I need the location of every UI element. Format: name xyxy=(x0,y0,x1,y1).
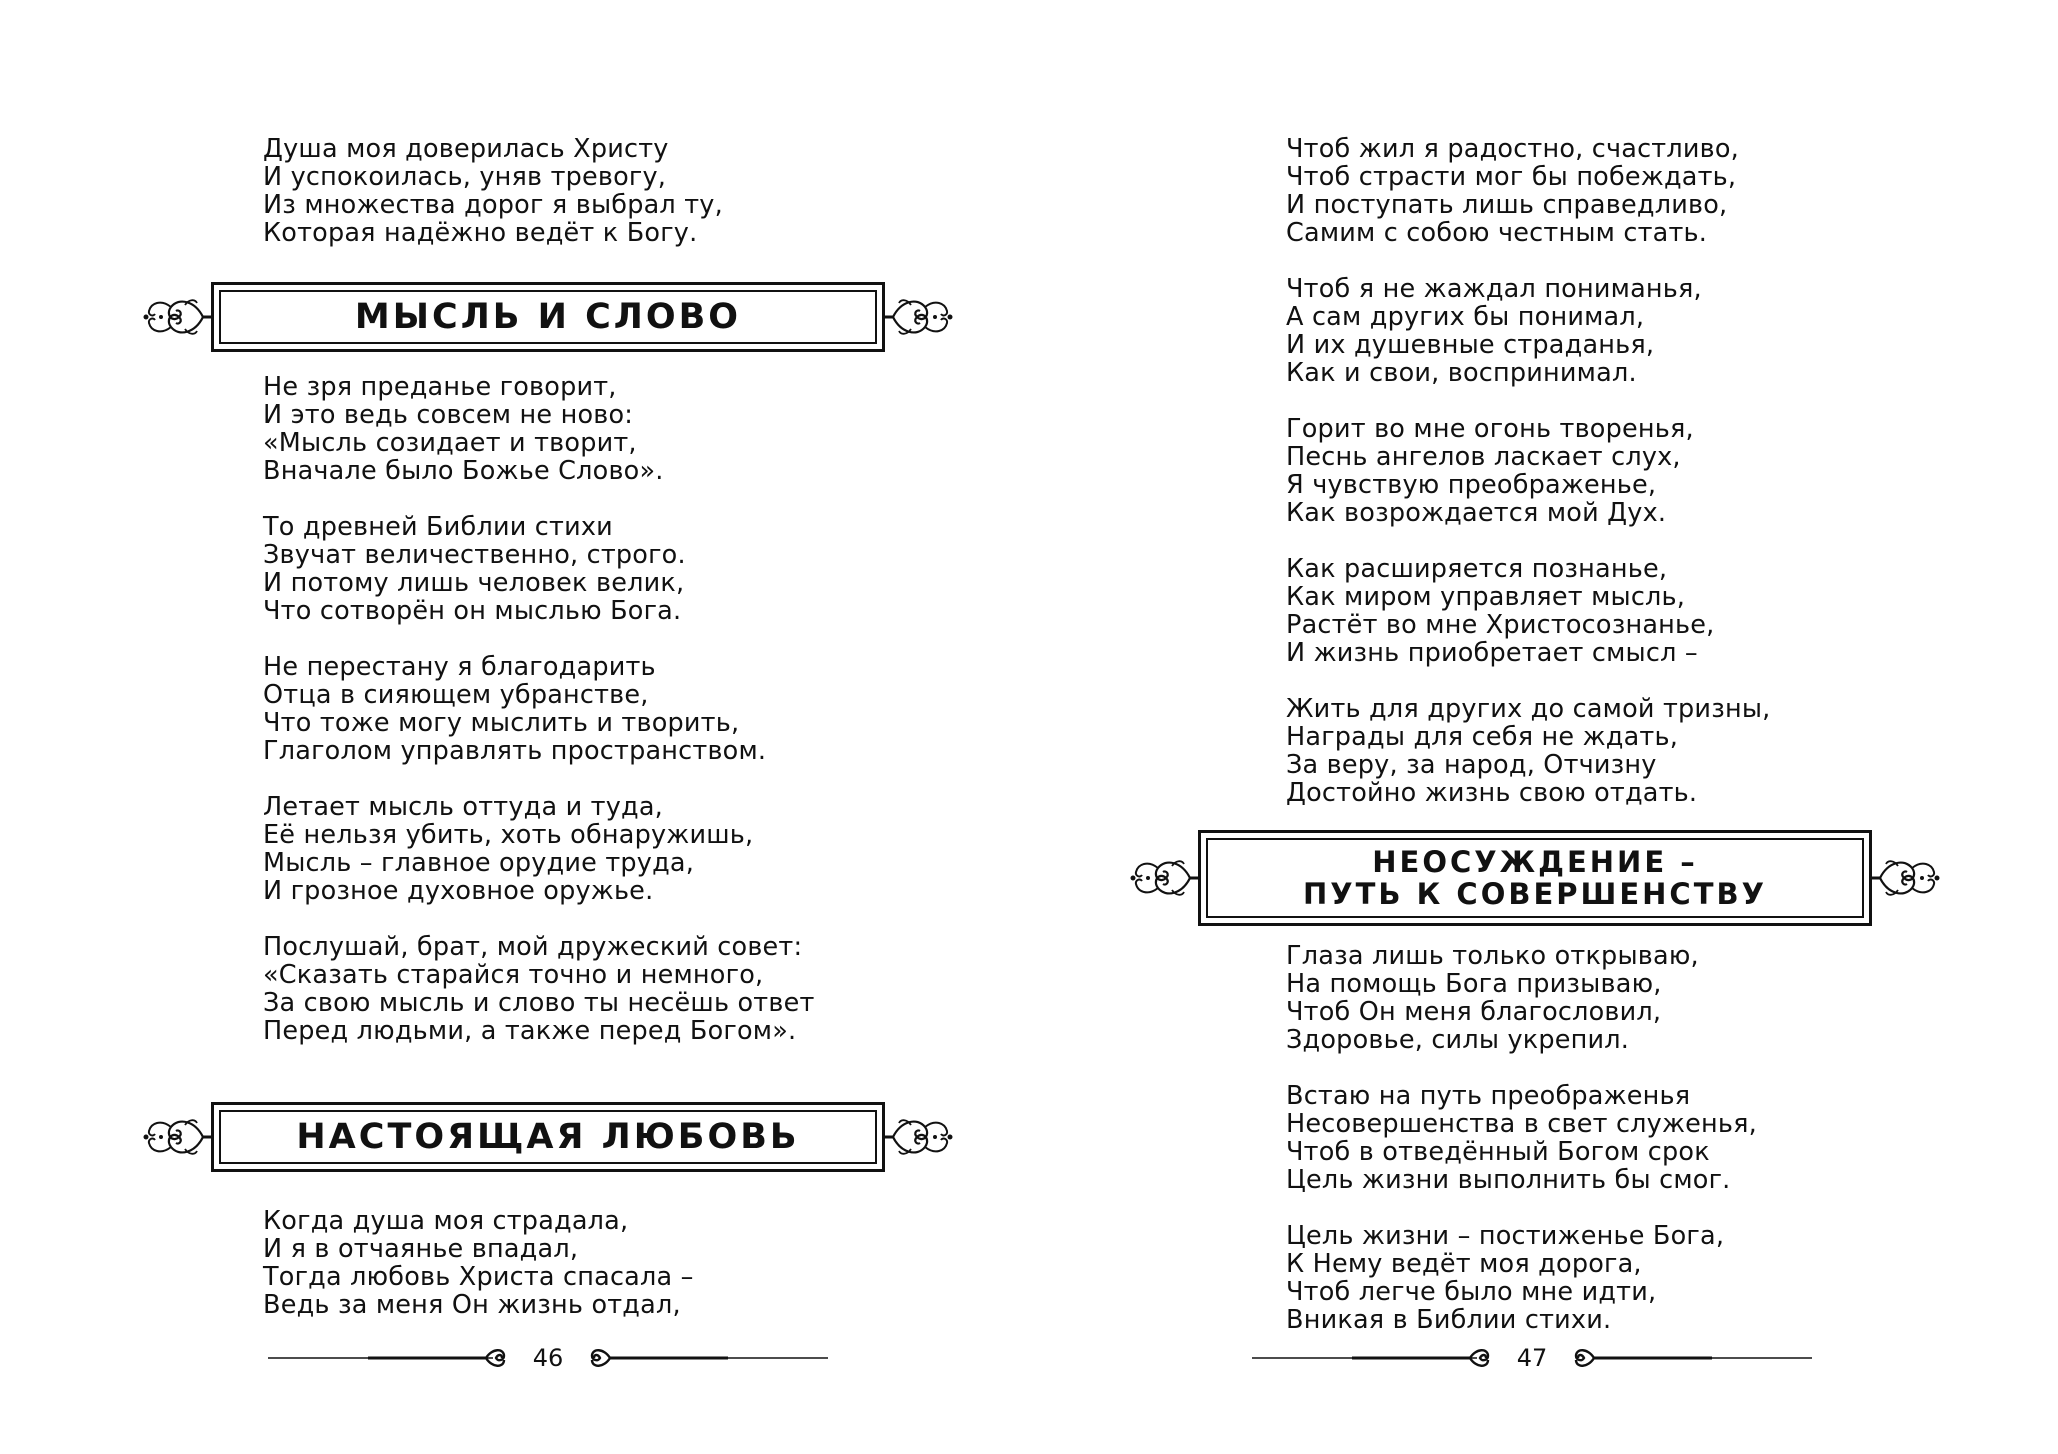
stanza-gap xyxy=(263,905,815,933)
title-line-1: НЕОСУЖДЕНИЕ – xyxy=(1372,845,1698,879)
verse-line: Не зря преданье говорит, xyxy=(263,372,617,402)
heading-banner-3 xyxy=(1130,830,1940,926)
verse-line: Ведь за меня Он жизнь отдал, xyxy=(263,1290,681,1320)
verse-line: За свою мысль и слово ты несёшь ответ xyxy=(263,988,815,1018)
verse-line: Мысль – главное орудие труда, xyxy=(263,848,695,878)
poem-nastoyashchaya-lyubov xyxy=(263,1207,694,1319)
verse-line: Чтоб легче было мне идти, xyxy=(1286,1277,1657,1307)
verse-line: Несовершенства в свет служенья, xyxy=(1286,1109,1757,1139)
verse-line: И я в отчаянье впадал, xyxy=(263,1234,579,1264)
verse-line: Летает мысль оттуда и туда, xyxy=(263,792,663,822)
stanza-gap xyxy=(1286,667,1770,695)
stanza-gap xyxy=(263,485,815,513)
verse-line: А сам других бы понимал, xyxy=(1286,302,1645,332)
verse-line: Как расширяется познанье, xyxy=(1286,554,1668,584)
verse-line: Песнь ангелов ласкает слух, xyxy=(1286,442,1681,472)
verse-line: Что сотворён он мыслью Бога. xyxy=(263,596,682,626)
poem-mysl-i-slovo xyxy=(263,373,815,1045)
verse-line: Горит во мне огонь творенья, xyxy=(1286,414,1694,444)
verse-line: К Нему ведёт моя дорога, xyxy=(1286,1249,1642,1279)
verse-line: И успокоилась, уняв тревогу, xyxy=(263,162,667,192)
verse-line: Самим с собою честным стать. xyxy=(1286,218,1708,248)
verse-line: Как и свои, воспринимал. xyxy=(1286,358,1637,388)
verse-line: Вникая в Библии стихи. xyxy=(1286,1305,1612,1335)
right-page xyxy=(1029,0,2058,1454)
verse-line: «Мысль созидает и творит, xyxy=(263,428,637,458)
verse-line: Жить для других до самой тризны, xyxy=(1286,694,1771,724)
verse-line: И жизнь приобретает смысл – xyxy=(1286,638,1698,668)
verse-line: Что тоже могу мыслить и творить, xyxy=(263,708,740,738)
verse-line: Растёт во мне Христосознанье, xyxy=(1286,610,1715,640)
verse-line: На помощь Бога призываю, xyxy=(1286,969,1662,999)
poem-title-nastoyashchaya-lyubov: НАСТОЯЩАЯ ЛЮБОВЬ xyxy=(296,1117,800,1157)
stanza-gap xyxy=(1286,1054,1757,1082)
verse-line: Я чувствую преображенье, xyxy=(1286,470,1657,500)
verse-line: Награды для себя не ждать, xyxy=(1286,722,1679,752)
poem-title-neosuzhdenie xyxy=(1130,846,1940,910)
verse-line: То древней Библии стихи xyxy=(263,512,613,542)
heading-banner-2 xyxy=(143,1102,953,1172)
verse-line: Цель жизни выполнить бы смог. xyxy=(1286,1165,1731,1195)
verse-line: Отца в сияющем убранстве, xyxy=(263,680,649,710)
stanza-gap xyxy=(263,765,815,793)
verse-line: И это ведь совсем не ново: xyxy=(263,400,634,430)
page-footer xyxy=(1232,1340,1832,1376)
verse-line: Цель жизни – постиженье Бога, xyxy=(1286,1221,1725,1251)
verse-line: И поступать лишь справедливо, xyxy=(1286,190,1728,220)
stanza-gap xyxy=(1286,1194,1757,1222)
verse-line: Послушай, брат, мой дружеский совет: xyxy=(263,932,803,962)
verse-line: Чтоб жил я радостно, счастливо, xyxy=(1286,134,1739,164)
poem-neosuzhdenie xyxy=(1286,942,1757,1334)
page-footer xyxy=(248,1340,848,1376)
verse-line: Тогда любовь Христа спасала – xyxy=(263,1262,694,1292)
page-number: 47 xyxy=(1516,1344,1548,1372)
verse-line: Как миром управляет мысль, xyxy=(1286,582,1686,612)
verse-line: Достойно жизнь свою отдать. xyxy=(1286,778,1698,808)
verse-line: Когда душа моя страдала, xyxy=(263,1206,629,1236)
verse-line: Глаза лишь только открываю, xyxy=(1286,941,1699,971)
intro-stanza xyxy=(263,135,723,247)
verse-line: Чтоб в отведённый Богом срок xyxy=(1286,1137,1710,1167)
verse-line: Которая надёжно ведёт к Богу. xyxy=(263,218,698,248)
verse-line: Как возрождается мой Дух. xyxy=(1286,498,1667,528)
stanza-gap xyxy=(1286,387,1770,415)
verse-line: Встаю на путь преображенья xyxy=(1286,1081,1691,1111)
verse-line: За веру, за народ, Отчизну xyxy=(1286,750,1657,780)
verse-line: И потому лишь человек велик, xyxy=(263,568,685,598)
verse-line: Вначале было Божье Слово». xyxy=(263,456,664,486)
verse-line: Глаголом управлять пространством. xyxy=(263,736,767,766)
verse-line: Из множества дорог я выбрал ту, xyxy=(263,190,723,220)
poem-title-mysl-i-slovo: МЫСЛЬ И СЛОВО xyxy=(354,297,742,337)
verse-line: Душа моя доверилась Христу xyxy=(263,134,669,164)
verse-line: Здоровье, силы укрепил. xyxy=(1286,1025,1630,1055)
verse-line: Звучат величественно, строго. xyxy=(263,540,686,570)
verse-line: Чтоб страсти мог бы побеждать, xyxy=(1286,162,1737,192)
stanza-gap xyxy=(1286,527,1770,555)
stanza-gap xyxy=(1286,247,1770,275)
title-line-2: ПУТЬ К СОВЕРШЕНСТВУ xyxy=(1303,877,1767,911)
stanza-gap xyxy=(263,625,815,653)
verse-line: И их душевные страданья, xyxy=(1286,330,1655,360)
heading-banner-1 xyxy=(143,282,953,352)
verse-line: «Сказать старайся точно и немного, xyxy=(263,960,764,990)
page-number: 46 xyxy=(532,1344,564,1372)
verse-line: Чтоб я не жаждал пониманья, xyxy=(1286,274,1702,304)
verse-line: Чтоб Он меня благословил, xyxy=(1286,997,1662,1027)
verse-line: И грозное духовное оружье. xyxy=(263,876,654,906)
verse-line: Перед людьми, а также перед Богом». xyxy=(263,1016,797,1046)
poem-continuation xyxy=(1286,135,1770,807)
verse-line: Её нельзя убить, хоть обнаружишь, xyxy=(263,820,754,850)
verse-line: Не перестану я благодарить xyxy=(263,652,656,682)
